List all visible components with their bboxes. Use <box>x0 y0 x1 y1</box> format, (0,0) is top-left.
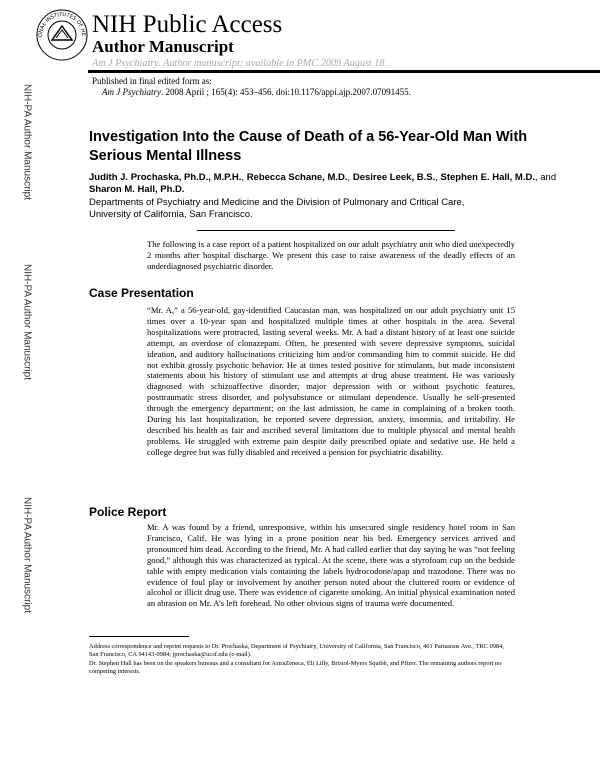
footnote-line: Dr. Stephen Hall has been on the speakers bureaus and a consultant for AstraZeneca, Eli Lilly, Bristol-Myers Squibb, and Pfizer. The remaining authors report no competing interests. <box>89 659 502 675</box>
side-label-1: NIH-PA Author Manuscript <box>21 84 33 200</box>
paper-title: Investigation Into the Cause of Death of a 56-Year-Old Man With Serious Mental Illness <box>89 129 528 164</box>
affiliation-line: Departments of Psychiatry and Medicine and the Division of Pulmonary and Critical Care, <box>89 197 465 208</box>
author-list: Judith J. Prochaska, Ph.D., M.P.H., Rebecca Schane, M.D., Desiree Leek, B.S., Stephen E. Hall, M.D., and Sharon M. Hall, Ph.D. <box>89 172 557 195</box>
footnote-line: Address correspondence and reprint requests to Dr. Prochaska, Department of Psychiatry, University of California, San Francisco, 401 Parnassus Ave., TRC 0984, San Francisco, CA 94143-0984; jprochaska@ucsf.edu (e-mail). <box>89 643 505 659</box>
police-text: Mr. A was found by a friend, unresponsive, within his unsecured single residency hotel room in San Francisco, Calif. He was lying in a prone position near his bed. Emergency services arrived and pronounced him dead. According to the friend, Mr. A had called earlier that day saying he was “not feeling good,” although this was characterized as typical. At the scene, there was a styrofoam cup on the bedside table with empty medication vials containing the labels hydrocodone/apap and trazodone. There was no evidence of foul play or involvement by another person noted about the cluttered room or evidence of alcohol or illicit drug use. There was evidence of cigarette smoking. An initial physical examination noted an abrasion on Mr. A’s left forehead. No other obvious signs of trauma were documented. <box>147 522 515 609</box>
affiliation-line: University of California, San Francisco. <box>89 209 253 220</box>
nih-seal-icon <box>34 6 90 62</box>
case-heading: Case Presentation <box>89 286 194 300</box>
side-label-2: NIH-PA Author Manuscript <box>21 264 33 380</box>
availability-note: Am J Psychiatry. Author manuscript; available in PMC 2009 August 18. <box>92 58 388 69</box>
case-text: “Mr. A,” a 56-year-old, gay-identified Caucasian man, was hospitalized on our adult psychiatry unit 15 times over a 10-year span and hospitalized multiple times at other hospitals in the area. Several hospitalizations were protracted, lasting several weeks. Mr. A had a distant history of at least one suicide attempt, an overdose of clonazepam. Often, he presented with severe depressive symptoms, suicidal ideation, and auditory hallucinations criticizing him and/or commanding him to commit suicide. He did not exhibit grossly psychotic behavior. He at times tested positive for stimulants, but made inconsistent statements about his history of stimulant use and attempts at drug abuse treatment. He was variously diagnosed with schizoaffective disorder, major depression with or without psychotic features, posttraumatic stress disorder, and polysubstance or stimulant dependence. Usually he self-presented through the emergency department; on the last admission, he came in complaining of a broken tooth. During his last hospitalization, he reported severe depression, anxiety, insomnia, and irritability. He described his health as fair and ascribed several limitations due to multiple physical and mental health problems. He struggled with extreme pain despite daily prescribed opiate and sedative use. He held a college degree but was fully disabled and received a pension for psychiatric disability. <box>147 305 515 457</box>
nih-logo <box>34 6 90 62</box>
published-label: Published in final edited form as: <box>92 76 212 86</box>
author: Rebecca Schane, M.D. <box>246 172 348 183</box>
affiliation <box>89 197 559 221</box>
header-title: NIH Public Access <box>92 11 283 38</box>
footnote <box>89 643 514 676</box>
author: Desiree Leek, B.S. <box>352 172 436 183</box>
citation-journal: Am J Psychiatry <box>102 87 161 97</box>
abstract: The following is a case report of a patient hospitalized on our adult psychiatry unit who died unexpectedly 2 months after hospital discharge. We present this case to raise awareness of the deadly effects of an underdiagnosed psychiatric disorder. <box>147 239 515 271</box>
header-subtitle: Author Manuscript <box>92 37 234 56</box>
author: Sharon M. Hall, Ph.D. <box>89 184 185 195</box>
side-label-3: NIH-PA Author Manuscript <box>21 497 33 613</box>
title-separator <box>197 230 455 231</box>
author: Judith J. Prochaska, Ph.D., M.P.H. <box>89 172 242 183</box>
author: Stephen E. Hall, M.D. <box>440 172 535 183</box>
logo-text: ONAL INSTITUTES OF HE <box>37 11 87 38</box>
citation-details: . 2008 April ; 165(4): 453–456. doi:10.1176/appi.ajp.2007.07091455. <box>160 87 411 97</box>
footnote-rule <box>89 636 189 637</box>
citation <box>102 87 411 98</box>
police-heading: Police Report <box>89 505 167 519</box>
header-rule <box>88 70 600 73</box>
